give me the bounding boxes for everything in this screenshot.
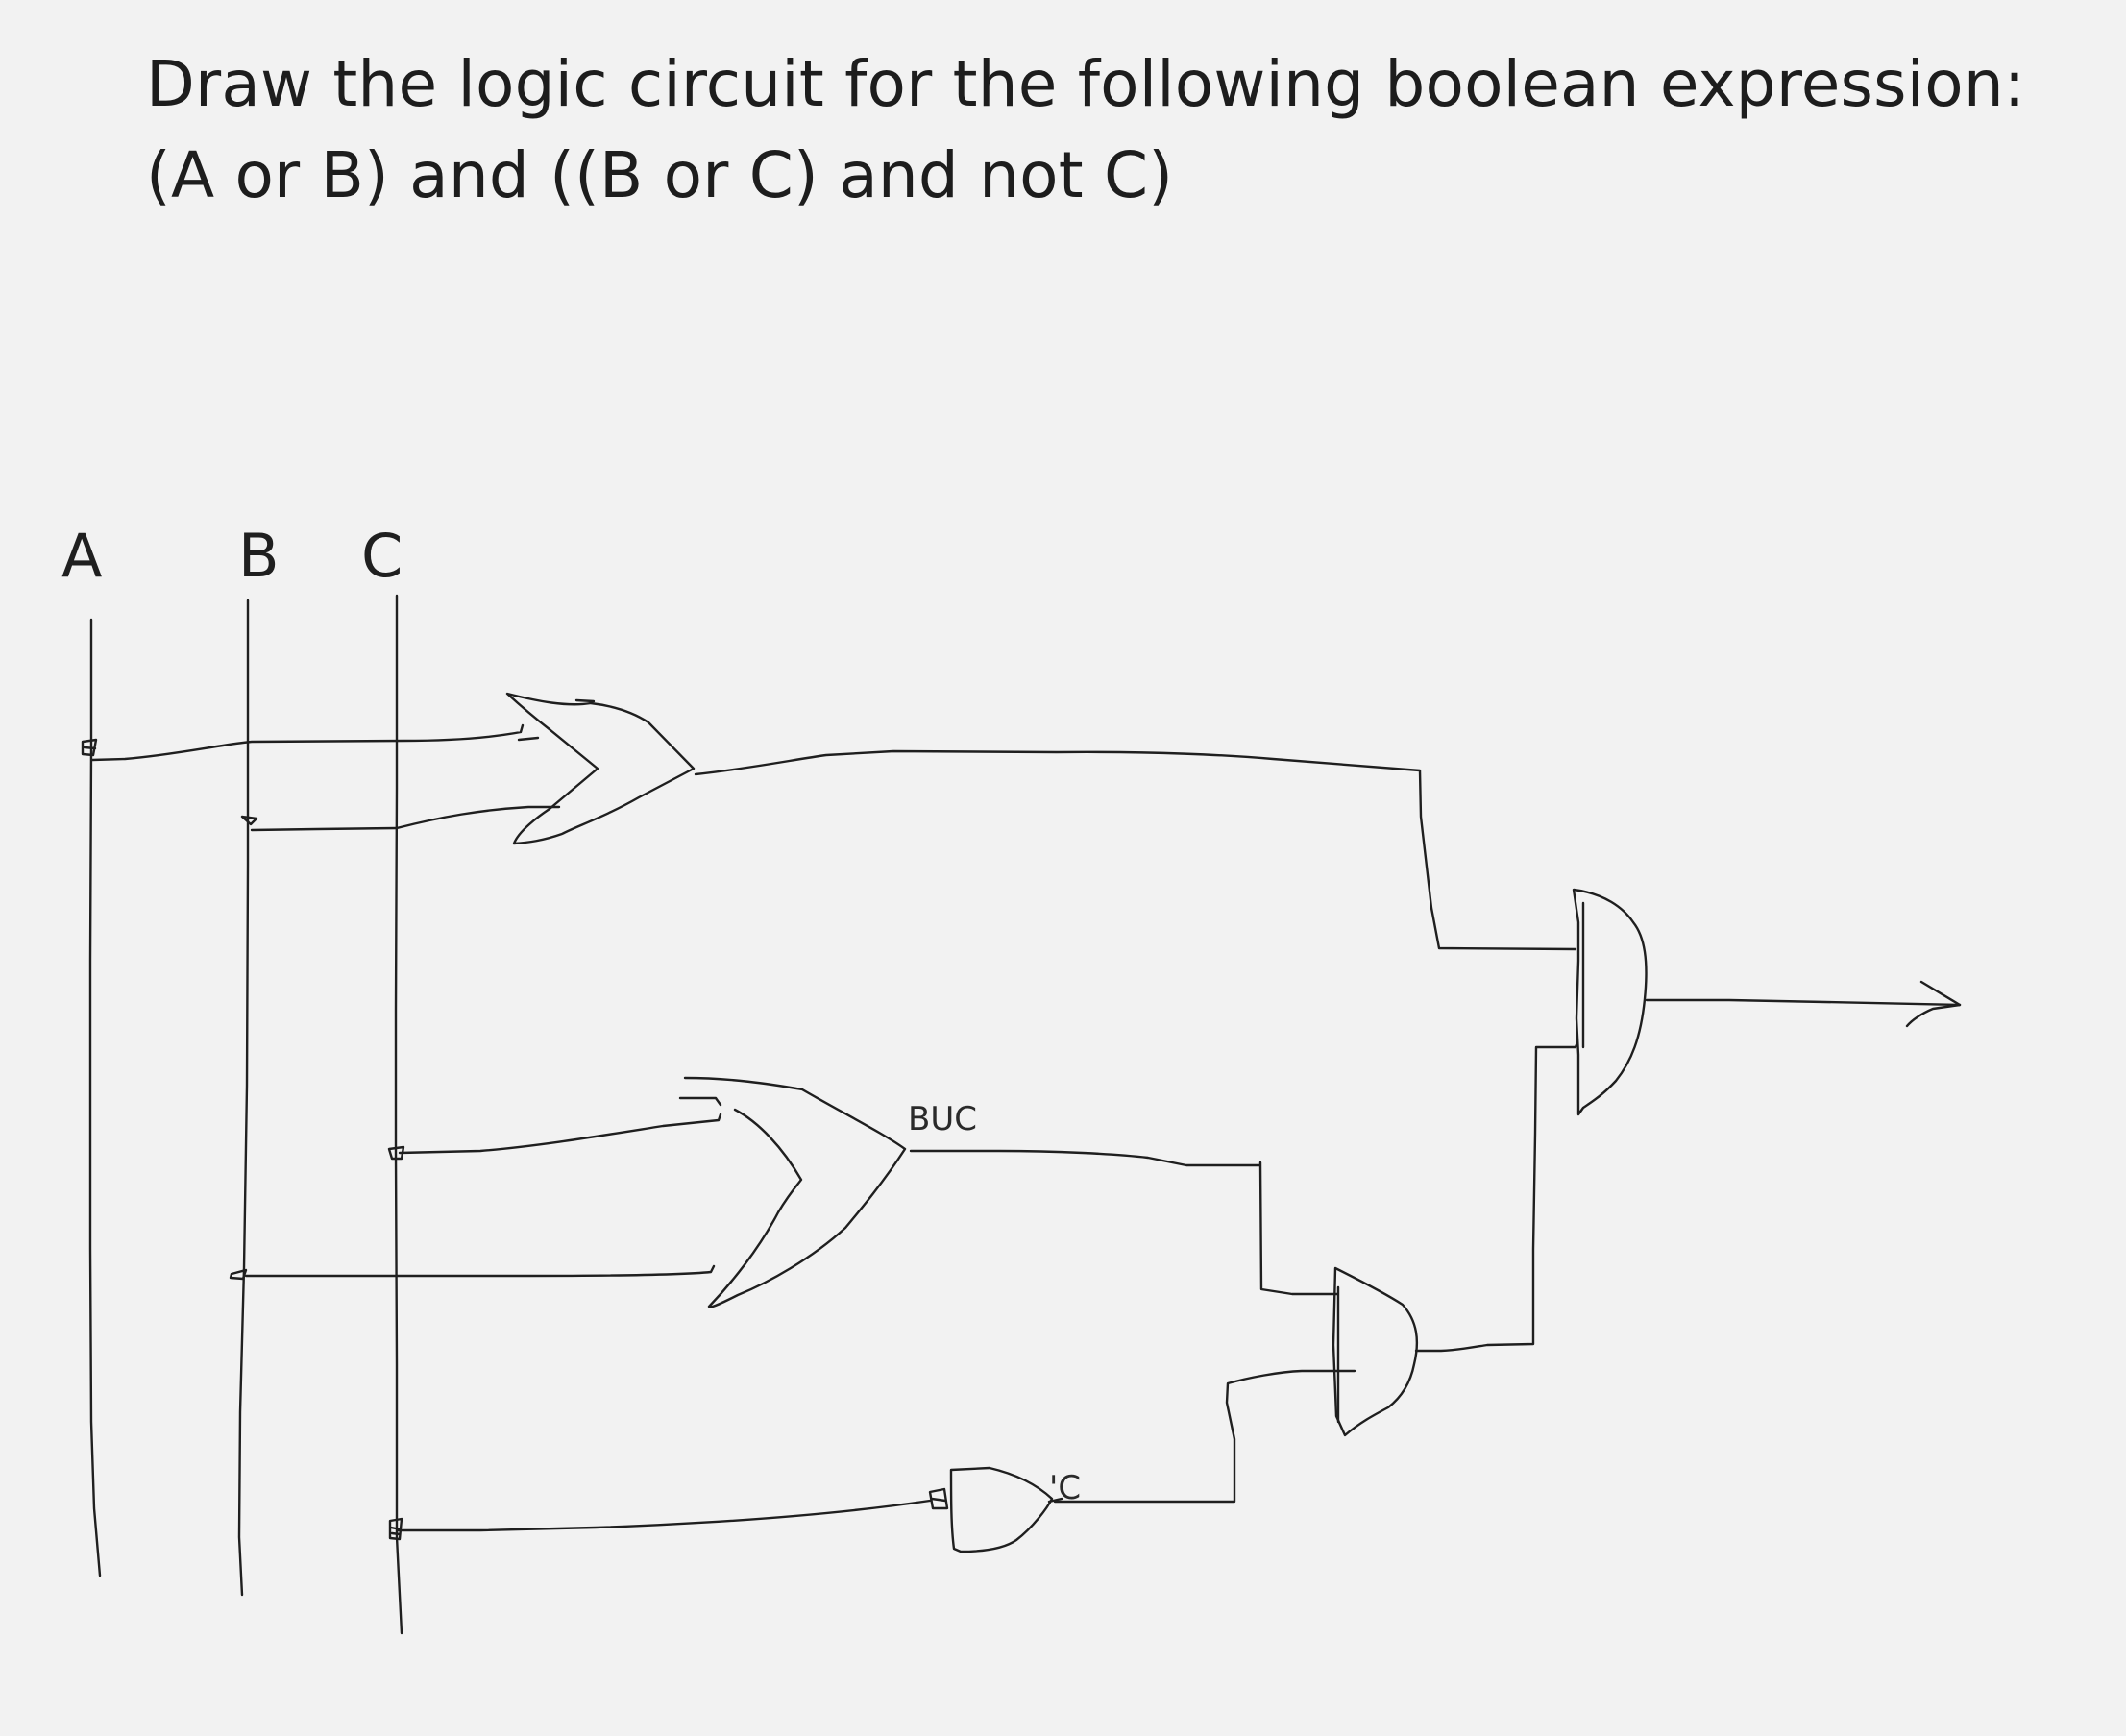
or-gate-a-b-top-stub [576,700,594,701]
not-gate [951,1468,1052,1552]
question-line-2: (A or B) and ((B or C) and not C) [146,138,1174,212]
wire-c-to-not [398,1501,930,1530]
input-label-a: A [61,521,103,591]
wire-a-to-or1 [92,725,523,760]
input-wire-a [90,620,100,1576]
input-wire-c [396,596,402,1633]
wire-c-to-or2 [400,1114,721,1153]
not-gate-input-dot [930,1489,947,1508]
question-line-1: Draw the logic circuit for the following boolean expression: [146,47,2026,121]
input-label-b: B [238,521,280,591]
wire-b-to-or1 [252,807,559,830]
junction-b-or [242,817,257,824]
output-wire [1647,1000,1960,1005]
wire-not-to-and1 [1055,1371,1355,1502]
label-b-or-c: BUC [908,1100,977,1138]
wire-b-to-or2 [246,1266,714,1276]
wire-and1-to-and-final [1416,1042,1577,1351]
junction-dots [83,740,403,1539]
or-gate-a-b [507,694,694,844]
or-gate-b-c-top-stub [680,1098,721,1105]
wire-or1-to-and-final [696,751,1576,949]
and-gate-bc-notc [1333,1268,1417,1435]
junction-b-or2 [231,1270,246,1279]
wire-or2-to-and1 [911,1151,1337,1294]
and-gate-final [1574,890,1647,1114]
input-wire-b [239,600,248,1595]
or-gate-a-b-input-stub [519,738,538,740]
label-not-c: 'C [1049,1469,1082,1507]
input-label-c: C [361,521,403,591]
or-gate-b-c [685,1078,905,1307]
junction-a-or [83,740,96,755]
